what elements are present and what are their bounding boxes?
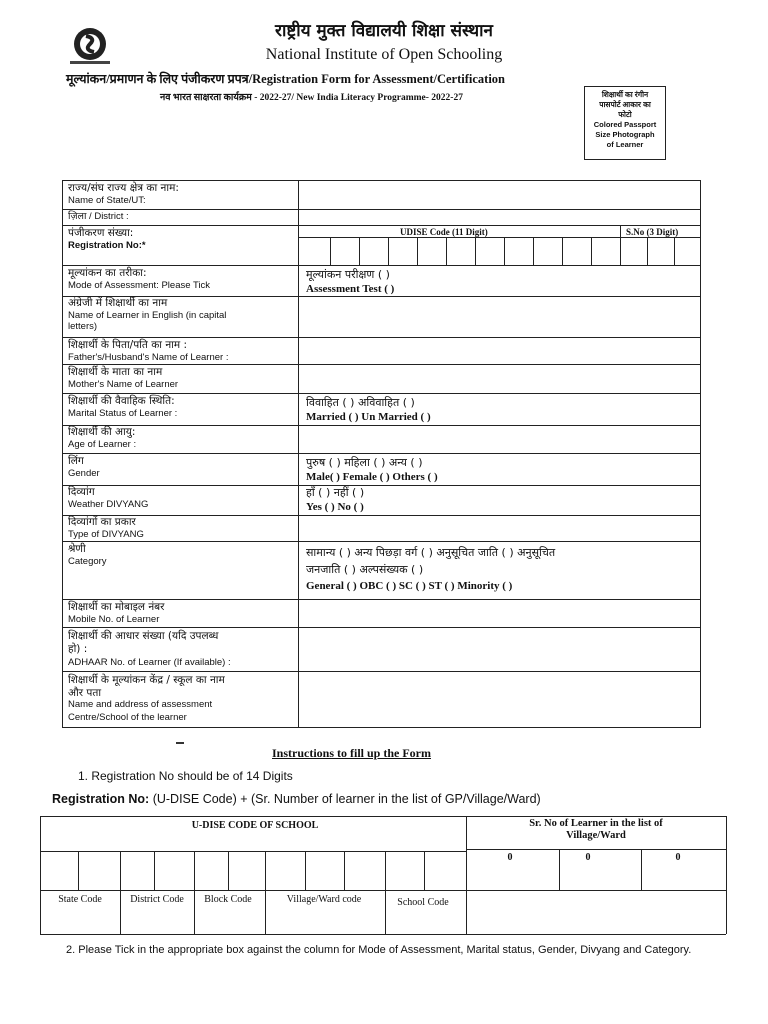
- state-label: राज्य/संघ राज्य क्षेत्र का नाम: Name of State/UT:: [68, 182, 179, 206]
- gender-label: लिंग Gender: [68, 455, 100, 479]
- sr-digit-3: 0: [675, 852, 681, 863]
- sno-header: S.No (3 Digit): [626, 227, 679, 237]
- category-label: श्रेणी Category: [68, 543, 107, 567]
- centre-label: शिक्षार्थी के मूल्यांकन केंद्र / स्कूल का नाम और पता Name and address of assessment Centre/School of the learner: [68, 674, 225, 723]
- dash-mark: [176, 742, 184, 744]
- photo-hindi-2: पासपोर्ट आकार का: [599, 100, 651, 109]
- sr-no-header: Sr. No of Learner in the list of Village/Ward: [529, 818, 663, 841]
- photo-en-1: Colored Passport: [593, 120, 657, 129]
- photo-box[interactable]: [584, 86, 666, 160]
- form-title: मूल्यांकन/प्रमाणन के लिए पंजीकरण प्रपत्र/Registration Form for Assessment/Certification: [66, 72, 505, 86]
- block-code-label: Block Code: [204, 894, 252, 905]
- programme-line: नव भारत साक्षरता कार्यक्रम - 2022-27/ New India Literacy Programme- 2022-27: [160, 93, 463, 103]
- marital-status-label: शिक्षार्थी की वैवाहिक स्थिति: Marital Status of Learner :: [68, 395, 178, 419]
- registration-formula-label: Registration No:: [52, 792, 150, 806]
- mother-name-label: शिक्षार्थी के माता का नाम Mother's Name of Learner: [68, 366, 179, 390]
- divyang-type-label: दिव्यांगों का प्रकार Type of DIVYANG: [68, 516, 144, 540]
- divyang-options[interactable]: हाँ ( ) नहीं ( ) Yes ( ) No ( ): [306, 486, 365, 513]
- divyang-label: दिव्यांग Weather DIVYANG: [68, 486, 149, 510]
- registration-formula-text: (U-DISE Code) + (Sr. Number of learner in the list of GP/Village/Ward): [149, 792, 541, 806]
- photo-en-3: of Learner: [606, 140, 644, 149]
- district-label: ज़िला / District :: [68, 211, 129, 222]
- school-code-label: School Code: [397, 897, 449, 908]
- village-code-label: Village/Ward code: [286, 894, 362, 905]
- state-code-label: State Code: [58, 894, 102, 905]
- sr-digit-2: 0: [585, 852, 591, 863]
- instruction-2: 2. Please Tick in the appropriate box against the column for Mode of Assessment, Marital status, Gender, Divyang and Category.: [66, 944, 692, 956]
- aadhaar-label: शिक्षार्थी की आधार संख्या (यदि उपलब्ध हो) : ADHAAR No. of Learner (If available) :: [68, 630, 231, 668]
- udise-school-header: U-DISE CODE OF SCHOOL: [191, 820, 319, 831]
- registration-label: पंजीकरण संख्या: Registration No:*: [68, 227, 146, 251]
- udise-code-header: UDISE Code (11 Digit): [400, 227, 488, 237]
- marital-options[interactable]: विवाहित ( ) अविवाहित ( ) Married ( ) Un Married ( ): [306, 396, 431, 423]
- age-label: शिक्षार्थी की आयु: Age of Learner :: [68, 426, 137, 450]
- instructions-title: Instructions to fill up the Form: [272, 746, 431, 760]
- mobile-label: शिक्षार्थी का मोबाइल नंबर Mobile No. of Learner: [68, 601, 165, 625]
- photo-hindi-1: शिक्षार्थी का रंगीन: [601, 90, 649, 99]
- mode-label: मूल्यांकन का तरीका: Mode of Assessment: Please Tick: [68, 267, 211, 291]
- photo-en-2: Size Photograph: [595, 130, 655, 139]
- father-name-label: शिक्षार्थी के पिता/पति का नाम : Father's/Husband's Name of Learner :: [68, 339, 229, 363]
- category-options[interactable]: सामान्य ( ) अन्य पिछड़ा वर्ग ( ) अनुसूचित जाति ( ) अनुसूचित जनजाति ( ) अल्पसंख्यक ( ) General ( ) OBC ( ) SC ( ) ST ( ) Minority ( ): [306, 546, 556, 592]
- mode-options[interactable]: मूल्यांकन परीक्षण ( ) Assessment Test ( ): [306, 268, 395, 295]
- gender-options[interactable]: पुरुष ( ) महिला ( ) अन्य ( ) Male( ) Female ( ) Others ( ): [306, 456, 438, 483]
- registration-formula: [52, 792, 541, 806]
- learner-name-label: अंग्रेजी में शिक्षार्थी का नाम Name of Learner in English (in capital letters): [68, 297, 227, 332]
- district-code-label: District Code: [130, 894, 184, 905]
- photo-hindi-3: फोटो: [618, 110, 632, 119]
- instruction-1: 1. Registration No should be of 14 Digits: [78, 769, 293, 783]
- institute-hindi-title: राष्ट्रीय मुक्त विद्यालयी शिक्षा संस्थान: [275, 21, 493, 41]
- sr-digit-1: 0: [507, 852, 513, 863]
- institute-english-title: National Institute of Open Schooling: [265, 46, 503, 63]
